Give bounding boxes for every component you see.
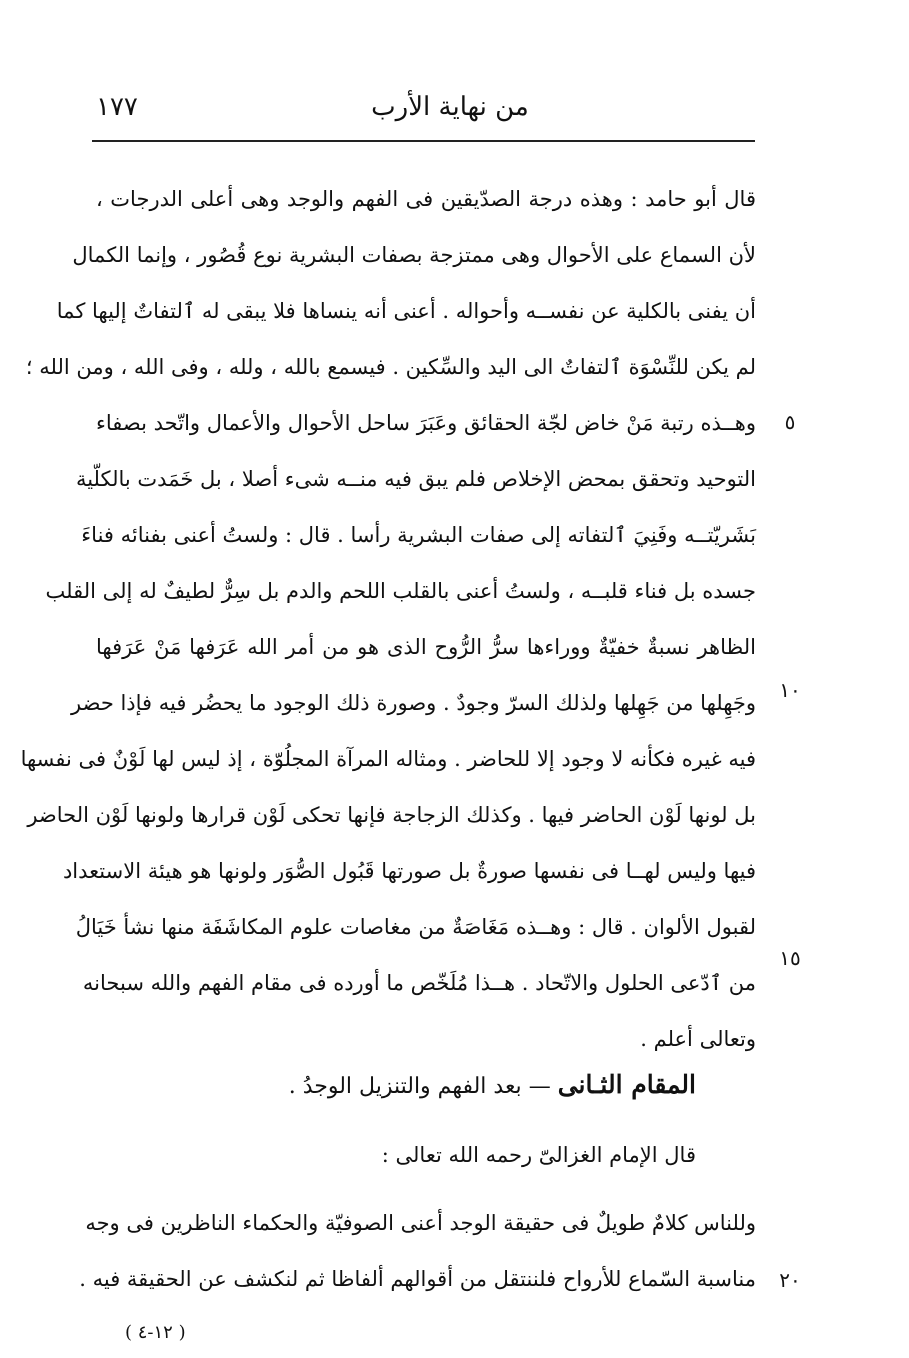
text-line: لم يكن للنِّسْوَة ٱلتفاتٌ الى اليد والسِّكين . فيسمع بالله ، ولله ، وفى الله ، ومن الله ؛ bbox=[25, 355, 756, 379]
text-line: وجَهِلها من جَهِلها ولذلك السرّ وجودٌ . وصورة ذلك الوجود ما يحضُر فيه فإذا حضر bbox=[71, 691, 756, 715]
text-line: وتعالى أعلم . bbox=[640, 1027, 756, 1051]
text-line: بل لونها لَوْن الحاضر فيها . وكذلك الزجاجة فإنها تحكى لَوْن قرارها ولونها لَوْن الحاضر bbox=[27, 803, 756, 827]
text-line: وهــذه رتبة مَنْ خاض لجّة الحقائق وعَبَرَ ساحل الأحوال والأعمال واتّحد بصفاء bbox=[96, 411, 756, 435]
text-line: أن يفنى بالكلية عن نفســه وأحواله . أعنى أنه ينساها فلا يبقى له ٱلتفاتٌ إليها كما bbox=[56, 299, 756, 323]
text-line: لقبول الألوان . قال : وهــذه مَغَاصَةٌ من مغاصات علوم المكاشَفَة منها نشأ خَيَالُ bbox=[75, 915, 756, 939]
text-line: فيه غيره فكأنه لا وجود إلا للحاضر . ومثاله المرآة المجلُوّة ، إذ ليس لها لَوْنٌ فى نفسها bbox=[20, 747, 756, 771]
text-line: من ٱدّعى الحلول والاتّحاد . هــذا مُلَخّص ما أورده فى مقام الفهم والله سبحانه bbox=[82, 971, 756, 995]
text-line: قال أبو حامد : وهذه درجة الصدّيقين فى الفهم والوجد وهى أعلى الدرجات ، bbox=[96, 187, 756, 211]
section-heading bbox=[96, 1062, 696, 1110]
line-number-5: ٥ bbox=[784, 410, 796, 434]
header-rule bbox=[92, 140, 755, 142]
section-title: المقام الثـانى bbox=[557, 1070, 696, 1099]
text-line: لأن السماع على الأحوال وهى ممتزجة بصفات البشرية نوع قُصُور ، وإنما الكمال bbox=[72, 243, 756, 267]
page-number: ١٧٧ bbox=[96, 92, 138, 122]
line-number-15: ١٥ bbox=[779, 946, 801, 970]
text-line: بَشَريّتــه وفَنِيَ ٱلتفاته إلى صفات البشرية رأسا . قال : ولستُ أعنى بفنائه فناءَ bbox=[81, 523, 756, 547]
section-dash: — bbox=[528, 1074, 551, 1099]
text-line: فيها وليس لهــا فى نفسها صورةٌ بل صورتها قَبُول الصُّوَر ولونها هو هيئة الاستعداد bbox=[62, 859, 756, 883]
section-subtitle: بعد الفهم والتنزيل الوجدُ . bbox=[288, 1074, 522, 1099]
text-line: وللناس كلامٌ طويلٌ فى حقيقة الوجد أعنى الصوفيّة والحكماء الناظرين فى وجه bbox=[85, 1211, 756, 1235]
line-number-20: ٢٠ bbox=[779, 1268, 801, 1292]
line-number-10: ١٠ bbox=[779, 678, 801, 702]
subheading: قال الإمام الغزالىّ رحمه الله تعالى : bbox=[381, 1143, 696, 1167]
text-line: الظاهر نسبةٌ خفيّةٌ ووراءها سرُّ الرُّوح الذى هو من أمر الله عَرَفها مَنْ عَرَفها bbox=[96, 635, 756, 659]
text-line: جسده بل فناء قلبــه ، ولستُ أعنى بالقلب اللحم والدم بل سِرٌّ لطيفٌ له إلى القلب bbox=[45, 579, 756, 603]
text-line: التوحيد وتحقق بمحض الإخلاص فلم يبق فيه منــه شىء أصلا ، بل خَمَدت بالكلّية bbox=[75, 467, 756, 491]
running-head: من نهاية الأرب bbox=[371, 92, 529, 122]
text-line: مناسبة السّماع للأرواح فلننتقل من أقوالهم ألفاظا ثم لنكشف عن الحقيقة فيه . bbox=[79, 1267, 756, 1291]
signature-mark: ( ١٢-٤ ) bbox=[125, 1322, 186, 1343]
